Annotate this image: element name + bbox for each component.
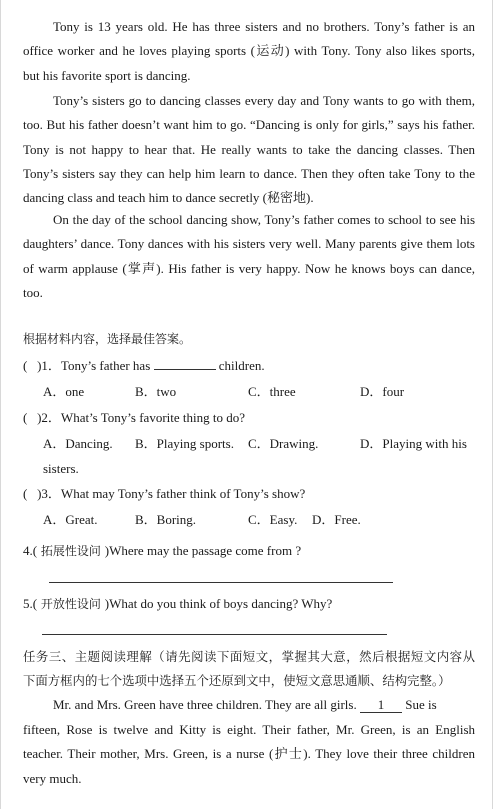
option-d-continued: sisters. xyxy=(43,461,79,476)
answer-paren[interactable]: ( xyxy=(23,410,28,425)
text-line: daughters’ dance. Tony dances with his sisters very well. Many parents give them lots xyxy=(23,236,475,252)
option-c[interactable]: C．three xyxy=(248,384,296,399)
answer-blank[interactable] xyxy=(154,357,216,370)
answer-line-5[interactable] xyxy=(42,634,387,635)
option-b[interactable]: B．Boring. xyxy=(135,512,197,527)
text-line: On the day of the school dancing show, Tony’s father comes to school to see his xyxy=(53,212,475,227)
question-stem: )3．What may Tony’s father think of Tony’s show? xyxy=(27,486,306,501)
text-line: too. But his father doesn’t want him to go. “Dancing is only for girls,” says his father. xyxy=(23,117,475,133)
task3-line-1: Mr. and Mrs. Green have three children. They are all girls. 1 Sue is xyxy=(53,697,437,712)
question-1 xyxy=(23,356,475,376)
text-line: of warm applause (掌声). His father is very happy. Now he knows boys can dance, xyxy=(23,260,475,276)
answer-paren[interactable]: ( xyxy=(23,358,28,373)
task3-title: 任务三、主题阅读理解（请先阅读下面短文，掌握其大意，然后根据短文内容从 下面方框内的七个选项中选择五个还原到文中，使短文意思通顺、结构完整。） xyxy=(23,649,475,688)
blank-1[interactable]: 1 xyxy=(360,698,402,713)
passage-paragraph-3 xyxy=(23,208,475,305)
instruction: 根据材料内容，选择最佳答案。 xyxy=(23,332,192,346)
question-2 xyxy=(23,408,475,428)
question-1-options xyxy=(23,382,475,402)
option-a[interactable]: A．Dancing. xyxy=(43,436,113,451)
question-stem: )2．What’s Tony’s favorite thing to do? xyxy=(27,410,245,425)
text-line: fifteen, Rose is twelve and Kitty is eight. Their father, Mr. Green, is an English xyxy=(23,722,475,737)
text-line: very much. xyxy=(23,770,82,786)
text-line: Tony is not happy to hear that. He really wants to take the dancing classes. Then xyxy=(23,141,475,157)
question-tail: children. xyxy=(218,358,265,373)
question-2-options-cont xyxy=(23,459,475,479)
option-d[interactable]: D．Playing with his xyxy=(360,436,467,451)
question-3-options xyxy=(23,510,475,530)
option-a[interactable]: A．Great. xyxy=(43,512,98,527)
option-d[interactable]: D．Free. xyxy=(312,512,361,527)
question-5: 5.( 开放性设问 )What do you think of boys dancing? Why? xyxy=(23,596,333,611)
question-stem: )1．Tony’s father has xyxy=(27,358,151,373)
task3-passage xyxy=(23,718,475,791)
option-b[interactable]: B．Playing sports. xyxy=(135,436,234,451)
passage-paragraph-2 xyxy=(23,89,475,210)
answer-line-4[interactable] xyxy=(49,582,393,583)
text-line: Tony’s sisters go to dancing classes every day and Tony wants to go with them, xyxy=(53,93,475,108)
option-c[interactable]: C．Easy. xyxy=(248,512,298,527)
text-line: office worker and he loves playing sports (运动) with Tony. Tony also likes sports, xyxy=(23,43,475,59)
question-tag: 拓展性设问 xyxy=(37,544,105,558)
text-line: too. xyxy=(23,284,43,300)
question-3 xyxy=(23,484,475,504)
text-line: teacher. Their mother, Mrs. Green, is a nurse (护士). They love their three children xyxy=(23,746,475,762)
text-line: Tony is 13 years old. He has three sisters and no brothers. Tony’s father is an xyxy=(53,19,475,34)
option-a[interactable]: A．one xyxy=(43,384,85,399)
option-b[interactable]: B．two xyxy=(135,384,177,399)
question-tag: 开放性设问 xyxy=(37,597,105,611)
answer-paren[interactable]: ( xyxy=(23,486,28,501)
text-line: but his favorite sport is dancing. xyxy=(23,67,191,83)
option-c[interactable]: C．Drawing. xyxy=(248,436,319,451)
text-line: Tony’s sisters say they can help him learn to dance. Then they often take Tony to the xyxy=(23,165,475,181)
passage-paragraph-1 xyxy=(23,15,475,88)
text-line: dancing class and teach him to dance secretly (秘密地). xyxy=(23,190,314,206)
question-4: 4.( 拓展性设问 )Where may the passage come from ? xyxy=(23,543,302,558)
question-2-options xyxy=(23,434,475,454)
option-d[interactable]: D．four xyxy=(360,384,405,399)
